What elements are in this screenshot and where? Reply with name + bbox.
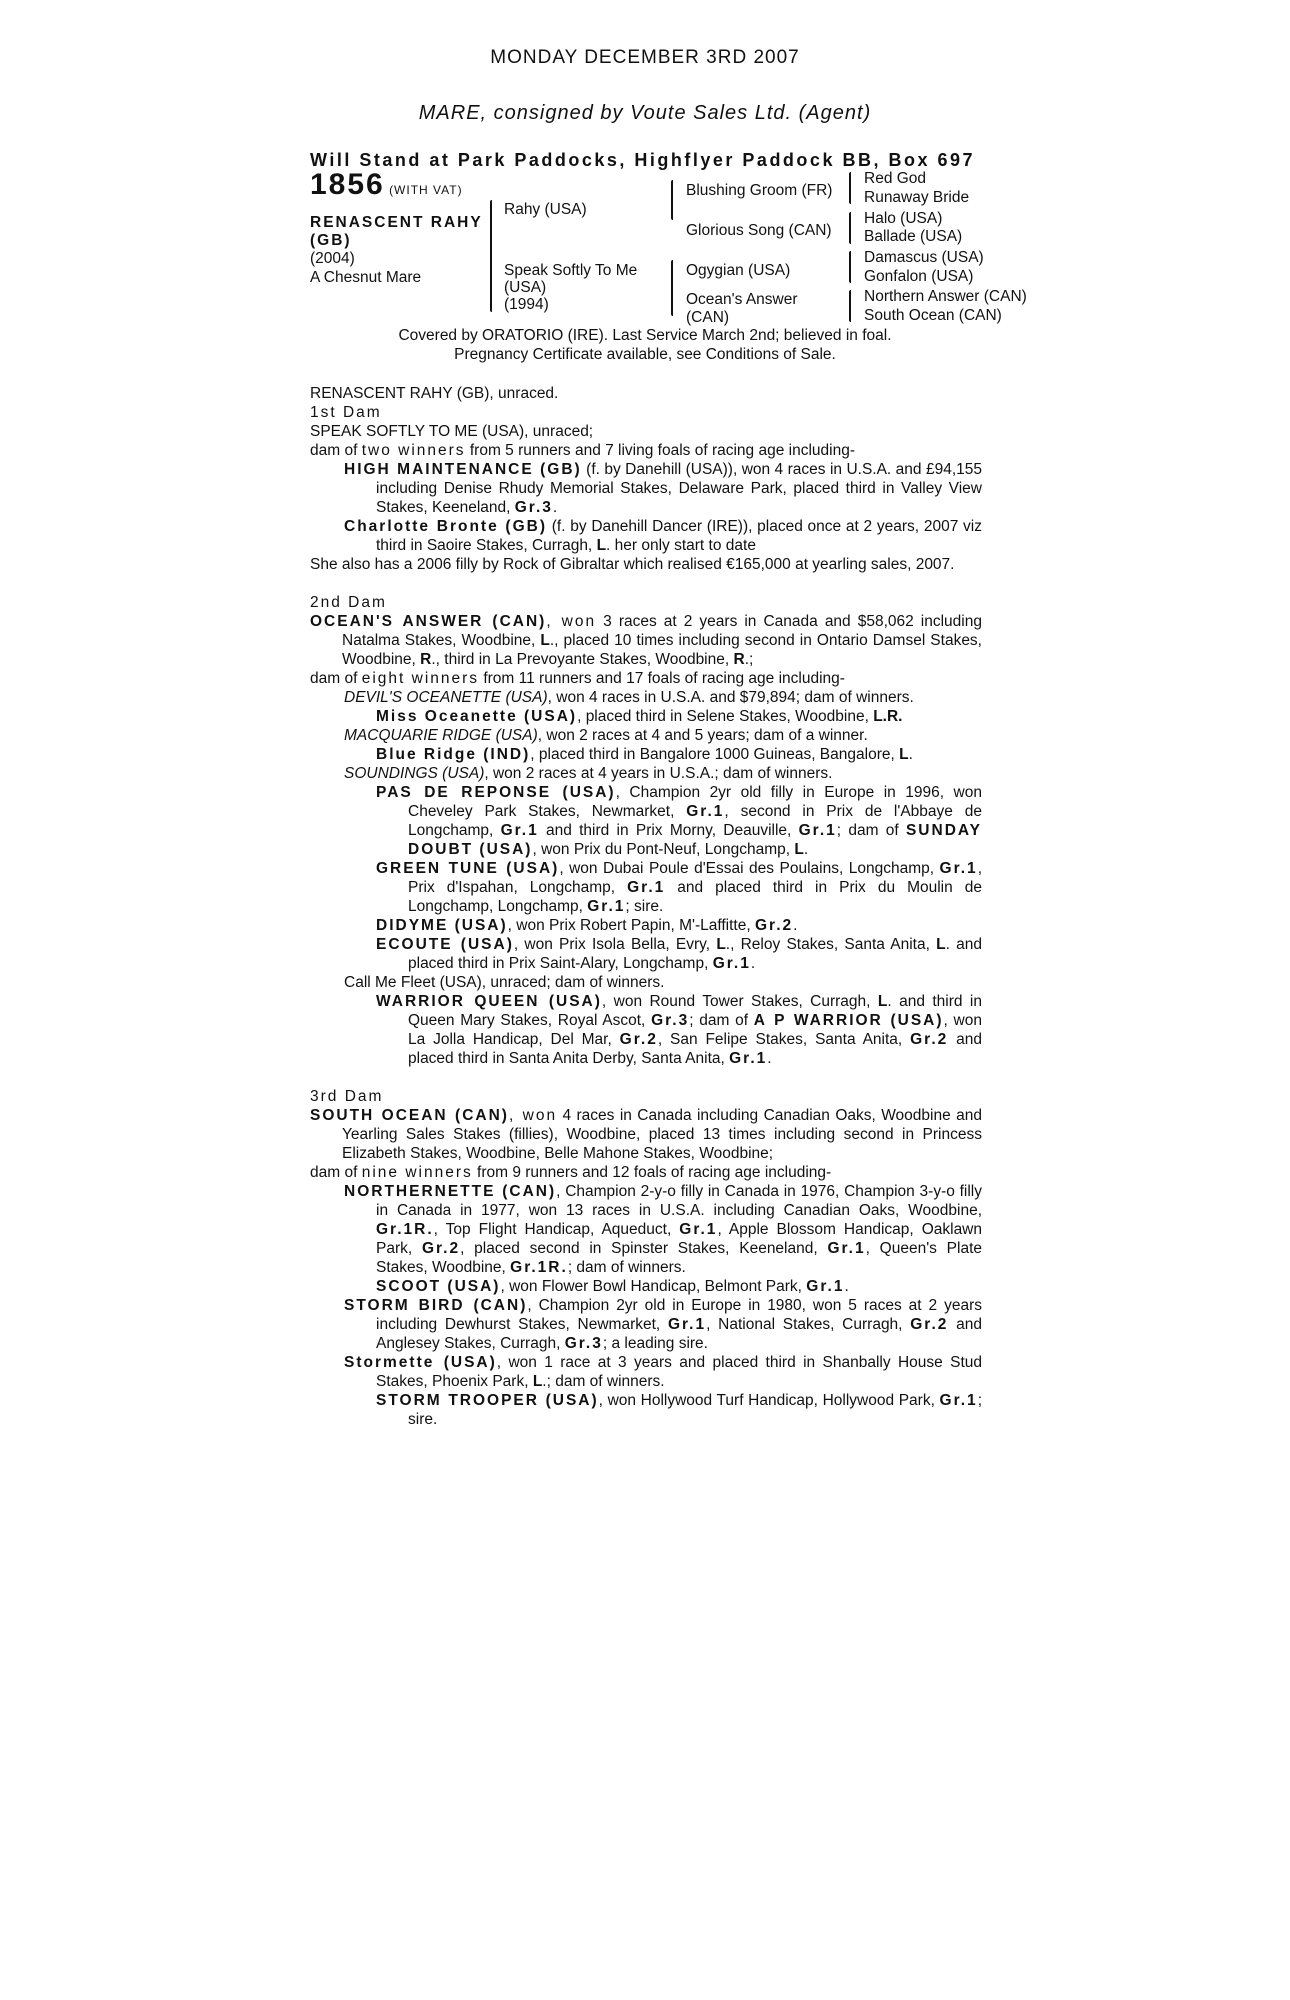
progeny-entry: DEVIL'S OCEANETTE (USA), won 4 races in U.S.A. and $79,894; dam of winners. xyxy=(344,689,914,706)
pedigree-sd-dam: Ballade (USA) xyxy=(864,228,963,245)
progeny-entry: Call Me Fleet (USA), unraced; dam of winners. xyxy=(344,974,665,991)
vat-label: (WITH VAT) xyxy=(389,183,463,197)
pedigree-dam-country: (USA) xyxy=(504,279,547,296)
progeny-entry: HIGH MAINTENANCE (GB) (f. by Danehill (USA)), won 4 races in U.S.A. and £94,155 including Denise Rhudy Memorial Stakes, Delaware Park, placed third in Valley View Stakes, Keeneland, Gr.3. xyxy=(344,461,982,516)
pedigree-sire-dam: Glorious Song (CAN) xyxy=(686,222,832,239)
third-dam-summary: dam of nine winners from 9 runners and 12 foals of racing age including- xyxy=(310,1164,832,1181)
grand-progeny-entry: SCOOT (USA), won Flower Bowl Handicap, Belmont Park, Gr.1. xyxy=(376,1278,849,1295)
second-dam-heading: 2nd Dam xyxy=(310,594,387,611)
horse-year: (2004) xyxy=(310,250,355,267)
pedigree-sire: Rahy (USA) xyxy=(504,201,587,218)
pedigree-ss-dam: Runaway Bride xyxy=(864,189,970,206)
pedigree-brace-dam xyxy=(671,260,673,316)
pedigree-dd-dam: South Ocean (CAN) xyxy=(864,307,1002,324)
pedigree-brace-sire xyxy=(671,180,673,220)
pedigree-sire-sire: Blushing Groom (FR) xyxy=(686,182,833,199)
sale-date: MONDAY DECEMBER 3RD 2007 xyxy=(490,47,800,68)
pedigree-brace-sd xyxy=(849,212,851,244)
grand-progeny-entry: Blue Ridge (IND), placed third in Bangalore 1000 Guineas, Bangalore, L. xyxy=(376,746,913,763)
progeny-entry: Charlotte Bronte (GB) (f. by Danehill Dancer (IRE)), placed once at 2 years, 2007 viz third in Saoire Stakes, Curragh, L. her only start to date xyxy=(344,518,982,554)
grand-progeny-entry: DIDYME (USA), won Prix Robert Papin, M'-Laffitte, Gr.2. xyxy=(376,917,798,934)
grand-progeny-entry: ECOUTE (USA), won Prix Isola Bella, Evry, L., Reloy Stakes, Santa Anita, L. and placed third in Prix Saint-Alary, Longchamp, Gr.1. xyxy=(376,936,982,972)
grand-progeny-entry: PAS DE REPONSE (USA), Champion 2yr old filly in Europe in 1996, won Cheveley Park Stakes, Newmarket, Gr.1, second in Prix de l'Abbaye de Longchamp, Gr.1 and third in Prix Morny, Deauville, Gr.1; dam of SUNDAY DOUBT (USA), won Prix du Pont-Neuf, Longchamp, L. xyxy=(376,784,982,858)
consignment-line: MARE, consigned by Voute Sales Ltd. (Agent) xyxy=(418,102,872,124)
horse-description: A Chesnut Mare xyxy=(310,269,422,286)
pedigree-ds-sire: Damascus (USA) xyxy=(864,249,984,266)
additional-note: She also has a 2006 filly by Rock of Gibraltar which realised €165,000 at yearling sales, 2007. xyxy=(310,556,955,573)
third-dam-entry: SOUTH OCEAN (CAN), won 4 races in Canada including Canadian Oaks, Woodbine and Yearling Sales Stakes (fillies), Woodbine, placed 13 times including second in Princess Elizabeth Stakes, Woodbine, Belle Mahone Stakes, Woodbine; xyxy=(310,1107,982,1162)
grand-progeny-entry: Miss Oceanette (USA), placed third in Selene Stakes, Woodbine, L.R. xyxy=(376,708,903,725)
second-dam-entry: OCEAN'S ANSWER (CAN), won 3 races at 2 years in Canada and $58,062 including Natalma Stakes, Woodbine, L., placed 10 times including second in Ontario Damsel Stakes, Woodbine, R., third in La Prevoyante Stakes, Woodbine, R.; xyxy=(310,613,982,668)
lot-number-line xyxy=(310,168,463,201)
pedigree-dam-dam: Ocean's Answer xyxy=(686,291,798,308)
pedigree-brace-main xyxy=(490,200,492,312)
grand-progeny-entry: STORM TROOPER (USA), won Hollywood Turf Handicap, Hollywood Park, Gr.1; sire. xyxy=(376,1392,982,1428)
pedigree-brace-ds xyxy=(849,251,851,283)
intro-line: RENASCENT RAHY (GB), unraced. xyxy=(310,385,559,402)
third-dam-heading: 3rd Dam xyxy=(310,1088,384,1105)
pedigree-dam-year: (1994) xyxy=(504,296,549,313)
grand-progeny-entry: GREEN TUNE (USA), won Dubai Poule d'Essai des Poulains, Longchamp, Gr.1, Prix d'Ispahan, Longchamp, Gr.1 and placed third in Prix du Moulin de Longchamp, Longchamp, Gr.1; sire. xyxy=(376,860,983,915)
stand-location: Will Stand at Park Paddocks, Highflyer Paddock BB, Box 697 xyxy=(310,150,975,170)
first-dam-heading: 1st Dam xyxy=(310,404,382,421)
horse-name: RENASCENT RAHY xyxy=(310,214,483,231)
catalogue-body xyxy=(310,384,982,1429)
pedigree-brace-dd xyxy=(849,290,851,322)
covered-line: Covered by ORATORIO (IRE). Last Service March 2nd; believed in foal. xyxy=(398,327,892,344)
progeny-entry: SOUNDINGS (USA), won 2 races at 4 years in U.S.A.; dam of winners. xyxy=(344,765,833,782)
first-dam-name: SPEAK SOFTLY TO ME (USA), unraced; xyxy=(310,423,594,440)
pedigree-brace-ss xyxy=(849,172,851,204)
pedigree-ds-dam: Gonfalon (USA) xyxy=(864,268,974,285)
pedigree-dd-sire: Northern Answer (CAN) xyxy=(864,288,1027,305)
first-dam-summary: dam of two winners from 5 runners and 7 living foals of racing age including- xyxy=(310,442,855,459)
pregnancy-line: Pregnancy Certificate available, see Conditions of Sale. xyxy=(454,346,836,363)
progeny-entry: NORTHERNETTE (CAN), Champion 2-y-o filly in Canada in 1976, Champion 3-y-o filly in Canada in 1977, won 13 races in U.S.A. including Canadian Oaks, Woodbine, Gr.1R., Top Flight Handicap, Aqueduct, Gr.1, Apple Blossom Handicap, Oaklawn Park, Gr.2, placed second in Spinster Stakes, Keeneland, Gr.1, Queen's Plate Stakes, Woodbine, Gr.1R.; dam of winners. xyxy=(344,1183,983,1276)
progeny-entry: MACQUARIE RIDGE (USA), won 2 races at 4 and 5 years; dam of a winner. xyxy=(344,727,868,744)
progeny-entry: Stormette (USA), won 1 race at 3 years and placed third in Shanbally House Stud Stakes, Phoenix Park, L.; dam of winners. xyxy=(344,1354,983,1390)
pedigree-table xyxy=(310,168,1070,326)
pedigree-dam-dam-country: (CAN) xyxy=(686,309,730,326)
horse-country: (GB) xyxy=(310,232,352,249)
second-dam-summary: dam of eight winners from 11 runners and 17 foals of racing age including- xyxy=(310,670,845,687)
pedigree-ss-sire: Red God xyxy=(864,170,927,187)
progeny-entry: STORM BIRD (CAN), Champion 2yr old in Europe in 1980, won 5 races at 2 years including Dewhurst Stakes, Newmarket, Gr.1, National Stakes, Curragh, Gr.2 and Anglesey Stakes, Curragh, Gr.3; a leading sire. xyxy=(344,1297,982,1352)
pedigree-dam-sire: Ogygian (USA) xyxy=(686,262,791,279)
pedigree-dam-name: Speak Softly To Me xyxy=(504,262,638,279)
pedigree-sd-sire: Halo (USA) xyxy=(864,210,943,227)
grand-progeny-entry: WARRIOR QUEEN (USA), won Round Tower Stakes, Curragh, L. and third in Queen Mary Stakes, Royal Ascot, Gr.3; dam of A P WARRIOR (USA), won La Jolla Handicap, Del Mar, Gr.2, San Felipe Stakes, Santa Anita, Gr.2 and placed third in Santa Anita Derby, Santa Anita, Gr.1. xyxy=(376,993,983,1067)
lot-number: 1856 xyxy=(310,168,385,201)
